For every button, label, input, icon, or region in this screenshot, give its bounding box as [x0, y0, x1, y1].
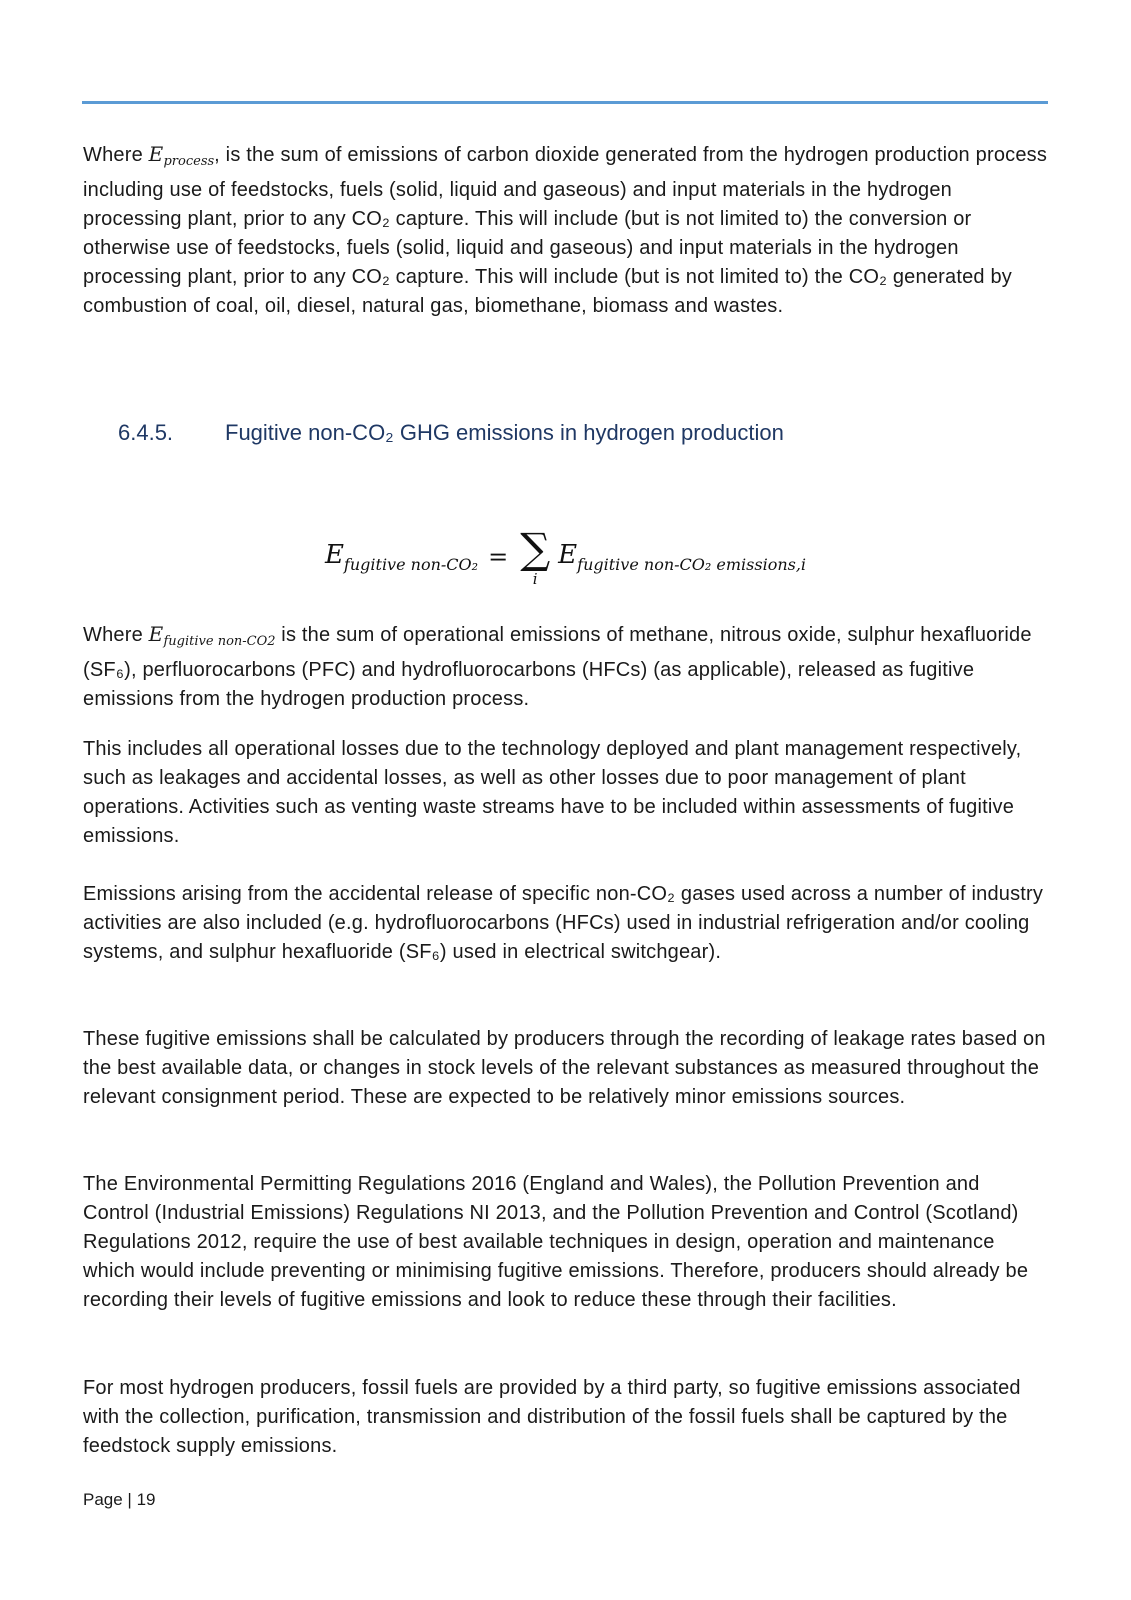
math-variable: E [148, 142, 164, 166]
paragraph-prefix: Where [83, 624, 149, 646]
paragraph-prefix: Where [83, 144, 149, 166]
formula-rhs-term [558, 540, 806, 574]
paragraph-text: , is the sum of emissions of carbon dioxide generated from the hydrogen production process including use of feedstocks, fuels (solid, liquid and gaseous) and input materials in the hydrogen processing plant, prior to any CO₂ capture. This will include (but is not limited to) the conversion or otherwise use of feedstocks, fuels (solid, liquid and gaseous) and input materials in the hydrogen processing plant, prior to any CO₂ capture. This will include (but is not limited to) the CO₂ generated by combustion of coal, oil, diesel, natural gas, biomethane, biomass and wastes. [83, 144, 1048, 317]
paragraph-leakage-calculation: These fugitive emissions shall be calculated by producers through the recording of leakage rates based on the best available data, or changes in stock levels of the relevant substances as measured throughout the relevant consignment period. These are expected to be relatively minor emissions sources. [83, 1028, 1046, 1108]
section-number: 6.4.5. [118, 420, 174, 445]
paragraph-regulations: The Environmental Permitting Regulations 2016 (England and Wales), the Pollution Prevention and Control (Industrial Emissions) Regulations NI 2013, and the Pollution Prevention and Control (Scotland) Regulations 2012, require the use of best available techniques in design, operation and maintenance which would include preventing or minimising fugitive emissions. Therefore, producers should already be recording their levels of fugitive emissions and look to reduce these through their facilities. [83, 1173, 1029, 1311]
formula-fugitive-nonco2-sum [0, 512, 1131, 602]
math-subscript: fugitive non-CO2 [163, 634, 276, 649]
paragraph-text: is the sum of operational emissions of methane, nitrous oxide, sulphur hexafluoride (SF₆), perfluorocarbons (PFC) and hydrofluorocarbons (HFCs) (as applicable), released as fugitive emissions from the hydrogen production process. [83, 624, 1032, 710]
formula-rhs-subscript: fugitive non-CO₂ emissions,i [577, 555, 807, 574]
paragraph-operational-losses: This includes all operational losses due to the technology deployed and plant management respectively, such as leakages and accidental losses, as well as other losses due to poor management of plant operations. Activities such as venting waste streams have to be included within assessments of fugitive emissions. [83, 738, 1022, 847]
formula-rhs-variable: E [558, 540, 578, 570]
header-divider-rule [82, 101, 1048, 104]
paragraph-fugitive-definition [83, 620, 1049, 714]
equals-sign: = [488, 543, 509, 571]
summation-symbol-group [520, 523, 551, 589]
formula-lhs-variable: E [324, 540, 344, 570]
inline-math-e-process [148, 142, 215, 169]
paragraph-accidental-release: Emissions arising from the accidental release of specific non-CO₂ gases used across a number of industry activities are also included (e.g. hydrofluorocarbons (HFCs) used in industrial refrigeration and/or cooling systems, and sulphur hexafluoride (SF₆) used in electrical switchgear). [83, 883, 1044, 963]
inline-math-e-fugitive [148, 622, 276, 649]
formula-lhs-subscript: fugitive non-CO₂ [343, 555, 479, 574]
math-subscript: process [163, 154, 215, 169]
paragraph-process-definition [83, 140, 1049, 321]
sigma-summation-icon: ∑ [520, 523, 551, 573]
summation-index: i [532, 570, 538, 589]
formula-lhs-term [325, 540, 478, 574]
section-heading [118, 418, 1048, 448]
math-variable: E [148, 622, 164, 646]
section-title: Fugitive non-CO₂ GHG emissions in hydrogen production [225, 420, 784, 445]
page-number: Page | 19 [83, 1490, 156, 1509]
paragraph-third-party-fuels: For most hydrogen producers, fossil fuels are provided by a third party, so fugitive emissions associated with the collection, purification, transmission and distribution of the fossil fuels shall be captured by the feedstock supply emissions. [83, 1377, 1021, 1457]
